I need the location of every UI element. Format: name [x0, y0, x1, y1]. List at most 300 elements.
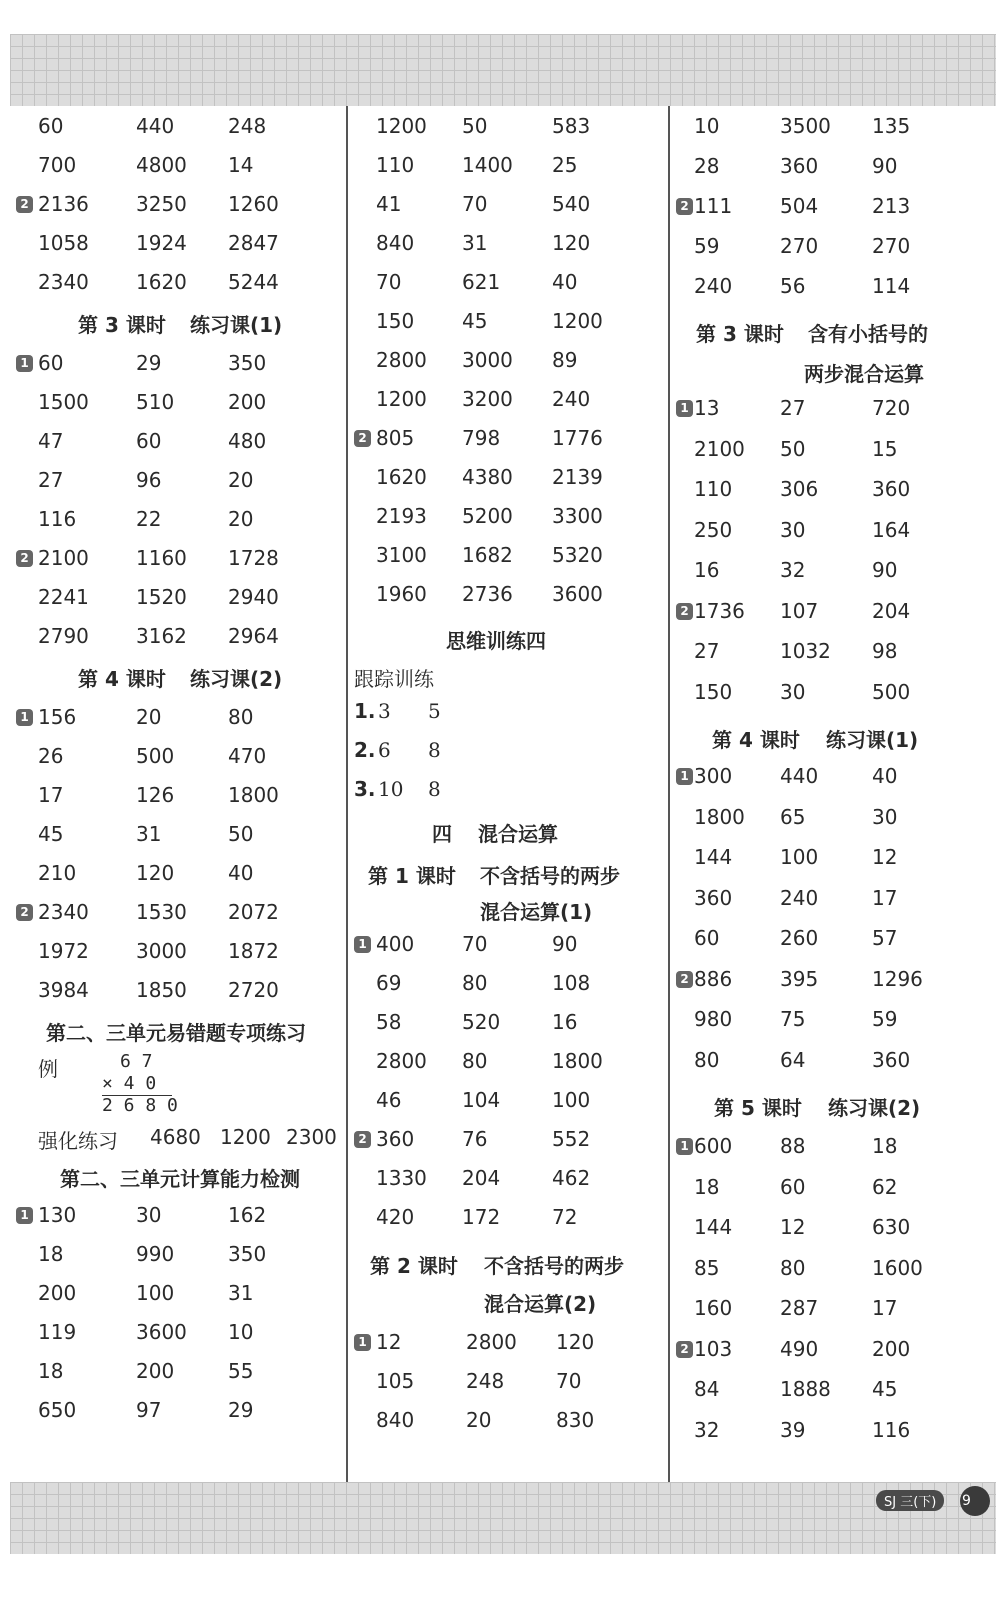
answer-value: 630	[872, 1215, 911, 1239]
answer-value: 1200	[552, 309, 603, 333]
answer-value: 504	[780, 194, 819, 218]
answer-value: 70	[556, 1369, 582, 1393]
answer-value: 621	[462, 270, 501, 294]
answer-row	[676, 146, 994, 186]
answer-value: 108	[552, 971, 591, 995]
grade-code-badge: SJ 三(下)	[876, 1490, 944, 1511]
answer-value: 32	[780, 558, 806, 582]
answer-value: 990	[136, 1242, 175, 1266]
answer-value: 200	[38, 1281, 77, 1305]
answer-value: 57	[872, 926, 898, 950]
answer-value: 111	[694, 194, 733, 218]
answer-value: 120	[556, 1330, 595, 1354]
question-number-badge: 2	[16, 904, 33, 921]
answer-value: 40	[228, 861, 254, 885]
answer-value: 2139	[552, 465, 603, 489]
answer-value: 46	[376, 1088, 402, 1112]
answer-value: 5244	[228, 270, 279, 294]
answer-value: 14	[228, 153, 254, 177]
answer-value: 2072	[228, 900, 279, 924]
answer-row	[676, 672, 994, 713]
tracking-number: 3.	[354, 777, 376, 801]
answer-value: 16	[694, 558, 720, 582]
answer-row	[676, 1126, 994, 1167]
answer-value: 60	[38, 114, 64, 138]
answer-row	[16, 697, 348, 736]
answer-row	[354, 924, 670, 963]
answer-row	[676, 388, 994, 429]
answer-value: 59	[694, 234, 720, 258]
answer-row	[354, 184, 670, 223]
answer-row	[676, 469, 994, 510]
answer-value: 62	[872, 1174, 898, 1199]
answer-value: 119	[38, 1320, 77, 1344]
tracking-answers	[354, 693, 670, 810]
answer-row	[676, 550, 994, 591]
lesson-heading	[676, 1080, 994, 1126]
answer-value: 45	[872, 1377, 898, 1401]
answer-value: 200	[228, 390, 267, 414]
answer-value: 105	[376, 1369, 415, 1393]
answer-row	[16, 970, 348, 1009]
answer-row	[354, 301, 670, 340]
lesson-heading	[354, 1236, 670, 1322]
answer-value: 260	[780, 926, 819, 950]
answer-row	[354, 379, 670, 418]
answer-value: 30	[136, 1203, 162, 1227]
question-number-badge: 1	[354, 936, 371, 953]
answer-value: 490	[780, 1336, 819, 1361]
answer-value: 100	[780, 845, 819, 869]
answer-value: 1400	[462, 153, 513, 177]
answer-value: 3000	[462, 348, 513, 372]
answer-value: 80	[462, 1049, 488, 1073]
answer-value: 80	[694, 1047, 720, 1072]
unit-title: 混合运算	[478, 822, 558, 846]
answer-value: 103	[694, 1336, 733, 1361]
question-number-badge: 1	[16, 709, 33, 726]
answer-value: 3600	[136, 1320, 187, 1344]
lesson-title: 练习课(1)	[826, 728, 919, 752]
answer-row	[354, 1400, 670, 1439]
answer-value: 31	[462, 231, 488, 255]
answer-rows	[16, 343, 348, 655]
answer-value: 10	[694, 114, 720, 138]
answer-value: 4380	[462, 465, 513, 489]
answer-value: 600	[694, 1134, 733, 1158]
answer-row	[676, 186, 994, 226]
answer-value: 306	[780, 477, 819, 501]
answer-value: 1500	[38, 390, 89, 414]
answer-row	[16, 184, 348, 223]
answer-value: 80	[780, 1255, 806, 1280]
answer-value: 114	[872, 274, 911, 298]
answer-value: 58	[376, 1010, 402, 1034]
answer-value: 3984	[38, 978, 89, 1002]
answer-row	[354, 1041, 670, 1080]
answer-value: 200	[136, 1359, 175, 1383]
answer-value: 1296	[872, 966, 923, 991]
answer-row	[676, 1167, 994, 1208]
answer-value: 3200	[462, 387, 513, 411]
answer-value: 12	[872, 845, 898, 869]
answer-value: 90	[872, 154, 898, 178]
answer-value: 135	[872, 114, 911, 138]
answer-value: 1736	[694, 598, 745, 623]
answer-row	[676, 106, 994, 146]
lesson-number: 第 5 课时	[714, 1096, 802, 1120]
answer-value: 89	[552, 348, 578, 372]
answer-value: 1620	[136, 270, 187, 294]
answer-row	[16, 343, 348, 382]
answer-row	[16, 853, 348, 892]
answer-value: 2847	[228, 231, 279, 255]
tracking-number: 1.	[354, 699, 376, 723]
answer-value: 210	[38, 861, 77, 885]
answer-value: 150	[376, 309, 415, 333]
example-product: 2 6 8 0	[102, 1095, 178, 1116]
tracking-value: 10	[378, 777, 404, 801]
answer-value: 144	[694, 845, 733, 869]
answer-value: 60	[780, 1174, 806, 1199]
answer-value: 2136	[38, 192, 89, 216]
lesson-number: 第 3 课时	[78, 313, 166, 337]
answer-value: 552	[552, 1127, 591, 1151]
answer-value: 1972	[38, 939, 89, 963]
answer-value: 3250	[136, 192, 187, 216]
answer-value: 583	[552, 114, 591, 138]
answer-value: 360	[780, 154, 819, 178]
answer-row	[354, 1119, 670, 1158]
answer-value: 17	[872, 885, 898, 910]
answer-value: 59	[872, 1007, 898, 1031]
answer-row	[16, 106, 348, 145]
answer-row	[16, 1390, 348, 1429]
answer-value: 1600	[872, 1255, 923, 1280]
question-number-badge: 1	[676, 400, 693, 417]
answer-row	[676, 959, 994, 1000]
top-pattern-band	[10, 34, 996, 106]
answer-value: 30	[872, 804, 898, 829]
answer-value: 1872	[228, 939, 279, 963]
answer-value: 18	[38, 1242, 64, 1266]
answer-value: 20	[136, 705, 162, 729]
answer-value: 97	[136, 1398, 162, 1422]
answer-row	[676, 1207, 994, 1248]
answer-value: 50	[780, 436, 806, 461]
answer-value: 65	[780, 804, 806, 829]
answer-value: 31	[136, 822, 162, 846]
reinforce-value: 1200	[220, 1125, 271, 1149]
answer-rows	[16, 106, 348, 301]
answer-value: 80	[228, 705, 254, 729]
answer-value: 22	[136, 507, 162, 531]
answer-value: 17	[872, 1296, 898, 1320]
answer-row	[354, 457, 670, 496]
question-number-badge: 2	[676, 971, 693, 988]
answer-value: 16	[552, 1010, 578, 1034]
answer-row	[676, 1329, 994, 1370]
answer-value: 30	[780, 679, 806, 704]
answer-row	[354, 1002, 670, 1041]
answer-value: 1058	[38, 231, 89, 255]
answer-value: 2964	[228, 624, 279, 648]
tracking-value: 5	[428, 699, 441, 723]
answer-value: 204	[872, 598, 911, 623]
answer-value: 270	[780, 234, 819, 258]
tracking-value: 8	[428, 738, 441, 762]
answer-value: 1260	[228, 192, 279, 216]
answer-value: 80	[462, 971, 488, 995]
answer-value: 440	[780, 764, 819, 788]
answer-row	[16, 421, 348, 460]
question-number-badge: 2	[16, 550, 33, 567]
lesson-heading	[676, 306, 994, 388]
answer-value: 480	[228, 429, 267, 453]
answer-value: 510	[136, 390, 175, 414]
answer-value: 1960	[376, 582, 427, 606]
bottom-pattern-band	[10, 1482, 996, 1554]
answer-value: 886	[694, 966, 733, 991]
answer-row	[16, 262, 348, 301]
answer-row	[676, 999, 994, 1040]
answer-value: 980	[694, 1007, 733, 1031]
answer-value: 1888	[780, 1377, 831, 1401]
answer-value: 720	[872, 396, 911, 420]
answer-value: 700	[38, 153, 77, 177]
answer-row	[676, 837, 994, 878]
answer-value: 55	[228, 1359, 254, 1383]
answer-row	[676, 429, 994, 470]
answer-value: 2241	[38, 585, 89, 609]
answer-value: 26	[38, 744, 64, 768]
answer-row	[676, 1410, 994, 1451]
lesson-heading	[676, 712, 994, 756]
example-multiplier: × 4 0	[102, 1073, 157, 1094]
answer-row	[676, 510, 994, 551]
answer-value: 360	[872, 477, 911, 501]
reinforce-value: 4680	[150, 1125, 201, 1149]
question-number-badge: 2	[354, 1131, 371, 1148]
answer-value: 2340	[38, 270, 89, 294]
tracking-item	[354, 693, 670, 732]
answer-value: 240	[780, 885, 819, 910]
answer-value: 60	[694, 926, 720, 950]
example-multiplication	[16, 1049, 348, 1116]
answer-value: 60	[38, 351, 64, 375]
lesson-number: 第 4 课时	[78, 667, 166, 691]
answer-value: 2100	[694, 436, 745, 461]
answer-row	[16, 538, 348, 577]
reinforce-row	[16, 1113, 348, 1153]
answer-rows	[354, 106, 670, 613]
answer-row	[16, 892, 348, 931]
answer-value: 172	[462, 1205, 501, 1229]
answer-row	[16, 223, 348, 262]
question-number-badge: 1	[354, 1334, 371, 1351]
tracking-item	[354, 732, 670, 771]
answer-value: 18	[38, 1359, 64, 1383]
answer-value: 164	[872, 517, 911, 542]
answer-value: 470	[228, 744, 267, 768]
answer-value: 17	[38, 783, 64, 807]
answer-value: 100	[136, 1281, 175, 1305]
answer-value: 50	[228, 822, 254, 846]
answer-value: 126	[136, 783, 175, 807]
answer-value: 540	[552, 192, 591, 216]
answer-value: 2193	[376, 504, 427, 528]
question-number-badge: 1	[676, 1138, 693, 1155]
answer-value: 32	[694, 1417, 720, 1442]
answer-value: 2736	[462, 582, 513, 606]
answer-value: 110	[376, 153, 415, 177]
answer-value: 2720	[228, 978, 279, 1002]
answer-row	[676, 266, 994, 306]
answer-value: 1776	[552, 426, 603, 450]
lesson-title-line1: 不含括号的两步	[480, 864, 620, 888]
answer-row	[354, 963, 670, 1002]
answer-value: 162	[228, 1203, 267, 1227]
answer-value: 400	[376, 932, 415, 956]
answer-row	[16, 814, 348, 853]
answer-row	[16, 736, 348, 775]
lesson-heading	[16, 301, 348, 343]
lesson-number: 第 1 课时	[368, 864, 456, 888]
answer-value: 4800	[136, 153, 187, 177]
answer-value: 3000	[136, 939, 187, 963]
answer-value: 27	[694, 639, 720, 663]
answer-rows	[16, 1195, 348, 1429]
lesson-number: 第 3 课时	[696, 322, 784, 346]
answer-value: 29	[136, 351, 162, 375]
answer-value: 70	[462, 192, 488, 216]
answer-row	[676, 226, 994, 266]
answer-value: 45	[38, 822, 64, 846]
answer-value: 2340	[38, 900, 89, 924]
answer-value: 144	[694, 1215, 733, 1239]
answer-value: 40	[872, 764, 898, 788]
tracking-label: 跟踪训练	[354, 667, 434, 691]
answer-column-1	[16, 106, 348, 1429]
test-heading	[16, 1153, 348, 1195]
answer-value: 3500	[780, 114, 831, 138]
answer-value: 64	[780, 1047, 806, 1072]
answer-value: 1728	[228, 546, 279, 570]
answer-row	[16, 931, 348, 970]
answer-row	[354, 340, 670, 379]
answer-value: 248	[466, 1369, 505, 1393]
answer-rows	[676, 1126, 994, 1450]
answer-row	[676, 918, 994, 959]
answer-value: 204	[462, 1166, 501, 1190]
answer-value: 96	[136, 468, 162, 492]
answer-value: 69	[376, 971, 402, 995]
answer-value: 250	[694, 517, 733, 542]
answer-value: 1800	[228, 783, 279, 807]
answer-row	[16, 460, 348, 499]
answer-value: 100	[552, 1088, 591, 1112]
unit-number: 四	[432, 822, 452, 846]
answer-row	[16, 775, 348, 814]
answer-row	[16, 499, 348, 538]
answer-row	[354, 262, 670, 301]
answer-value: 200	[872, 1336, 911, 1361]
answer-value: 56	[780, 274, 806, 298]
answer-row	[676, 756, 994, 797]
answer-value: 213	[872, 194, 911, 218]
answer-value: 70	[376, 270, 402, 294]
unit-heading	[354, 810, 670, 850]
question-number-badge: 2	[16, 196, 33, 213]
answer-value: 3300	[552, 504, 603, 528]
answer-value: 2790	[38, 624, 89, 648]
answer-rows	[676, 106, 994, 306]
answer-value: 248	[228, 114, 267, 138]
lesson-title-line2: 两步混合运算	[804, 362, 924, 386]
answer-row	[354, 1080, 670, 1119]
answer-row	[16, 616, 348, 655]
answer-value: 300	[694, 764, 733, 788]
lesson-title-line2: 混合运算(2)	[484, 1292, 597, 1316]
answer-row	[16, 577, 348, 616]
answer-value: 28	[694, 154, 720, 178]
answer-value: 120	[552, 231, 591, 255]
answer-value: 350	[228, 1242, 267, 1266]
lesson-title-line1: 不含括号的两步	[484, 1254, 624, 1278]
answer-value: 360	[376, 1127, 415, 1151]
answer-row	[16, 1312, 348, 1351]
lesson-title: 练习课(2)	[828, 1096, 921, 1120]
lesson-number: 第 4 课时	[712, 728, 800, 752]
answer-row	[354, 106, 670, 145]
answer-value: 156	[38, 705, 77, 729]
answer-value: 798	[462, 426, 501, 450]
answer-value: 270	[872, 234, 911, 258]
answer-value: 1850	[136, 978, 187, 1002]
lesson-title: 练习课(1)	[190, 313, 283, 337]
answer-value: 27	[780, 396, 806, 420]
answer-row	[354, 223, 670, 262]
answer-value: 25	[552, 153, 578, 177]
answer-value: 805	[376, 426, 415, 450]
answer-value: 1530	[136, 900, 187, 924]
answer-value: 76	[462, 1127, 488, 1151]
answer-value: 440	[136, 114, 175, 138]
errata-heading	[16, 1009, 348, 1049]
answer-rows	[16, 697, 348, 1009]
answer-value: 27	[38, 468, 64, 492]
reinforce-value: 2300	[286, 1125, 337, 1149]
answer-value: 60	[136, 429, 162, 453]
answer-row	[676, 1369, 994, 1410]
answer-rows	[354, 924, 670, 1236]
thinking-title: 思维训练四	[446, 629, 546, 653]
answer-value: 116	[38, 507, 77, 531]
answer-row	[676, 878, 994, 919]
answer-row	[354, 574, 670, 613]
example-multiplicand: 6 7	[120, 1051, 153, 1072]
answer-value: 2800	[376, 348, 427, 372]
question-number-badge: 1	[16, 1207, 33, 1224]
lesson-title-line1: 含有小括号的	[808, 322, 928, 346]
answer-value: 88	[780, 1134, 806, 1158]
answer-value: 830	[556, 1408, 595, 1432]
answer-value: 20	[228, 468, 254, 492]
tracking-label-row	[354, 657, 670, 693]
answer-value: 1520	[136, 585, 187, 609]
answer-row	[676, 591, 994, 632]
answer-value: 2800	[466, 1330, 517, 1354]
